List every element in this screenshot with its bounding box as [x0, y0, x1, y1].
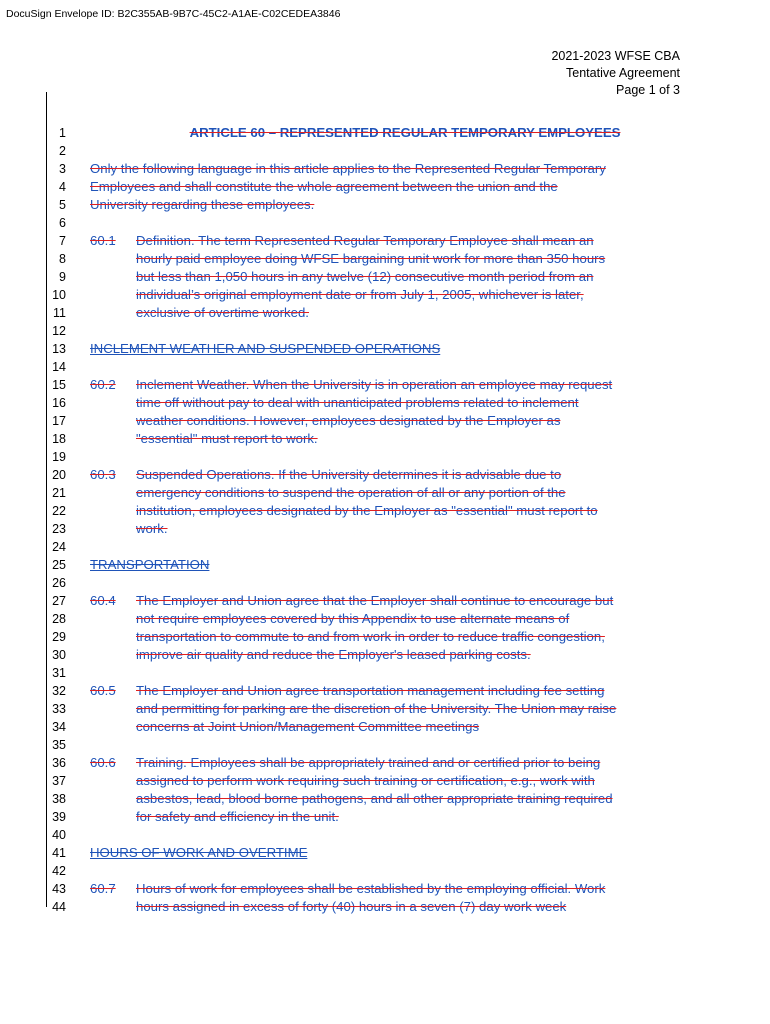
s603-line-2: emergency conditions to suspend the operation of all or any portion of the	[136, 485, 566, 500]
heading-hours-of-work: HOURS OF WORK AND OVERTIME	[90, 845, 308, 860]
line-number: 38	[52, 792, 66, 806]
line-number: 9	[59, 270, 66, 284]
section-number-60-6: 60.6	[90, 755, 116, 770]
s602-line-3: weather conditions. However, employees designated by the Employer as	[136, 413, 561, 428]
line-number: 10	[52, 288, 66, 302]
s601-line-1: Definition. The term Represented Regular Temporary Employee shall mean an	[136, 233, 594, 248]
line-number: 30	[52, 648, 66, 662]
line-number: 43	[52, 882, 66, 896]
line-number: 19	[52, 450, 66, 464]
s604-line-1: The Employer and Union agree that the Employer shall continue to encourage but	[136, 593, 614, 608]
s601-line-5: exclusive of overtime worked.	[136, 305, 309, 320]
line-number: 35	[52, 738, 66, 752]
line-number: 5	[59, 198, 66, 212]
s601-line-2: hourly paid employee doing WFSE bargaining unit work for more than 350 hours	[136, 251, 606, 266]
line-number: 3	[59, 162, 66, 176]
s602-line-1: Inclement Weather. When the University is in operation an employee may request	[136, 377, 613, 392]
s605-line-3: concerns at Joint Union/Management Committee meetings	[136, 719, 480, 734]
docusign-envelope-id: DocuSign Envelope ID: B2C355AB-9B7C-45C2-A1AE-C02CEDEA3846	[6, 8, 341, 20]
line-number: 21	[52, 486, 66, 500]
line-number: 25	[52, 558, 66, 572]
s604-line-4: improve air quality and reduce the Employer's leased parking costs.	[136, 647, 531, 662]
s607-line-2: hours assigned in excess of forty (40) hours in a seven (7) day work week	[136, 899, 567, 914]
line-number: 41	[52, 846, 66, 860]
section-number-60-3: 60.3	[90, 467, 116, 482]
s603-line-4: work.	[136, 521, 168, 536]
line-number: 2	[59, 144, 66, 158]
line-number: 33	[52, 702, 66, 716]
intro-line-3: University regarding these employees.	[90, 197, 315, 212]
heading-transportation: TRANSPORTATION	[90, 557, 210, 572]
intro-line-2: Employees and shall constitute the whole agreement between the union and the	[90, 179, 558, 194]
line-number: 23	[52, 522, 66, 536]
s606-line-1: Training. Employees shall be appropriately trained and or certified prior to being	[136, 755, 601, 770]
line-number: 27	[52, 594, 66, 608]
line-number: 20	[52, 468, 66, 482]
s606-line-4: for safety and efficiency in the unit.	[136, 809, 339, 824]
line-number: 31	[52, 666, 66, 680]
line-number: 32	[52, 684, 66, 698]
line-number: 22	[52, 504, 66, 518]
header-page-number: Page 1 of 3	[616, 83, 680, 97]
s604-line-2: not require employees covered by this Appendix to use alternate means of	[136, 611, 570, 626]
line-number: 42	[52, 864, 66, 878]
line-number: 4	[59, 180, 66, 194]
s601-line-3: but less than 1,050 hours in any twelve (12) consecutive month period from an	[136, 269, 594, 284]
s607-line-1: Hours of work for employees shall be established by the employing official. Work	[136, 881, 606, 896]
line-number: 7	[59, 234, 66, 248]
section-number-60-2: 60.2	[90, 377, 116, 392]
line-number: 40	[52, 828, 66, 842]
s602-line-4: "essential" must report to work.	[136, 431, 318, 446]
s601-line-4: individual’s original employment date or from July 1, 2005, whichever is later,	[136, 287, 584, 302]
line-number: 1	[59, 126, 66, 140]
line-number: 24	[52, 540, 66, 554]
line-number: 39	[52, 810, 66, 824]
line-number: 26	[52, 576, 66, 590]
line-number: 34	[52, 720, 66, 734]
article-title: ARTICLE 60 – REPRESENTED REGULAR TEMPORARY EMPLOYEES	[189, 125, 621, 140]
line-number: 11	[53, 306, 66, 320]
intro-line-1: Only the following language in this article applies to the Represented Regular Temporary	[90, 161, 606, 176]
s603-line-1: Suspended Operations. If the University determines it is advisable due to	[136, 467, 562, 482]
s606-line-2: assigned to perform work requiring such training or certification, e.g., work with	[136, 773, 595, 788]
heading-inclement-weather: INCLEMENT WEATHER AND SUSPENDED OPERATIONS	[90, 341, 441, 356]
line-number: 13	[52, 342, 66, 356]
line-number: 36	[52, 756, 66, 770]
header-cba: 2021-2023 WFSE CBA	[551, 49, 680, 63]
s606-line-3: asbestos, lead, blood borne pathogens, and all other appropriate training required	[136, 791, 613, 806]
section-number-60-4: 60.4	[90, 593, 116, 608]
line-number: 15	[52, 378, 66, 392]
line-number: 6	[59, 216, 66, 230]
header-tentative: Tentative Agreement	[566, 66, 680, 80]
section-number-60-7: 60.7	[90, 881, 116, 896]
document-header	[551, 48, 680, 99]
line-number: 44	[52, 900, 66, 914]
line-number: 8	[59, 252, 66, 266]
section-number-60-1: 60.1	[90, 233, 116, 248]
line-number: 37	[52, 774, 66, 788]
s602-line-2: time off without pay to deal with unanticipated problems related to inclement	[136, 395, 579, 410]
line-number: 17	[52, 414, 66, 428]
line-number: 14	[52, 360, 66, 374]
s604-line-3: transportation to commute to and from work in order to reduce traffic congestion,	[136, 629, 605, 644]
section-number-60-5: 60.5	[90, 683, 116, 698]
line-number: 18	[52, 432, 66, 446]
line-number: 12	[52, 324, 66, 338]
line-number: 16	[52, 396, 66, 410]
line-number: 29	[52, 630, 66, 644]
line-number: 28	[52, 612, 66, 626]
s605-line-1: The Employer and Union agree transportation management including fee setting	[136, 683, 605, 698]
s605-line-2: and permitting for parking are the discretion of the University. The Union may raise	[136, 701, 617, 716]
s603-line-3: institution, employees designated by the Employer as "essential" must report to	[136, 503, 598, 518]
